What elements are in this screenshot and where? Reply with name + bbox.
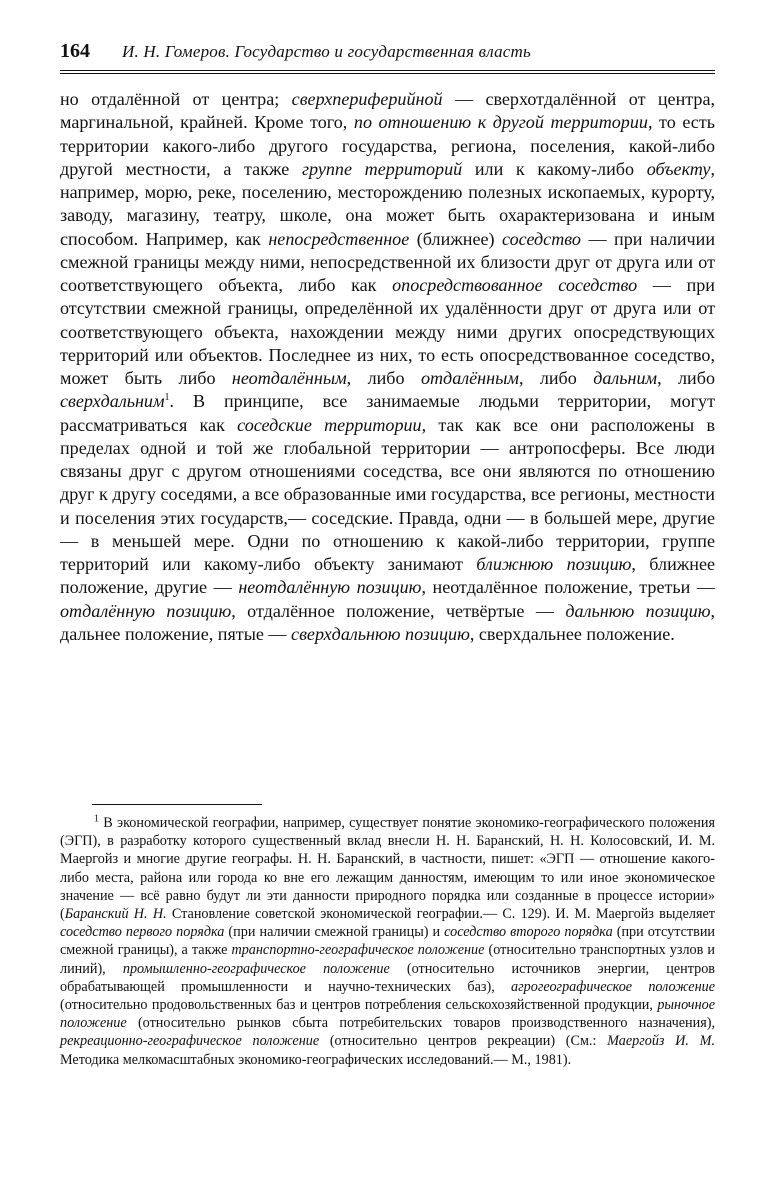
text-run: , то есть территории какого-либо другого государства, региона, поселения, какой-либо другой местности, а также — [60, 112, 715, 179]
main-text — [60, 88, 715, 646]
italic-term: Баранский Н. Н. — [64, 906, 167, 923]
italic-term: дальним — [593, 368, 658, 388]
running-title: И. Н. Гомеров. Государство и государственная власть — [122, 42, 531, 61]
italic-term: агрогеографическое положение — [511, 978, 715, 995]
italic-term: соседство — [502, 228, 581, 249]
text-run: , например, морю, реке, поселению, месторождению полезных ископаемых, курорту, заводу, магазину, театру, школе, она может быть охарактеризована и иным способом. Например, как — [60, 158, 715, 249]
text-run: , неотдалённое положение, третьи — — [421, 577, 715, 598]
italic-term: промышленно-географическое положение — [122, 960, 390, 977]
text-run: , дальнее положение, пятые — — [60, 600, 715, 644]
text-run: , отдалённое положение, четвёртые — — [231, 600, 566, 621]
italic-term: соседские территории — [237, 414, 422, 435]
italic-term: отдалённую позицию — [60, 600, 232, 621]
italic-term: по отношению к другой территории — [353, 112, 648, 133]
footnote-marker: 1 — [164, 392, 170, 404]
italic-term: соседство второго порядка — [444, 924, 613, 941]
text-run: (при наличии смежной границы) и — [224, 924, 445, 941]
italic-term: сверхпериферийной — [291, 89, 443, 109]
footnote-marker: 1 — [94, 813, 99, 825]
text-run: , либо — [657, 368, 715, 388]
italic-term: рекреационно-географическое положение — [60, 1033, 320, 1050]
page-number: 164 — [60, 40, 90, 62]
italic-term: сверхдальнюю позицию — [291, 623, 470, 644]
text-run: — при отсутствии смежной границы, определённой их удалённости друг от друга или от соответствующего объекта, нахождении между ними других опосредствующих территорий или объектов. Последнее из них, то есть опосредствованное соседство, может быть либо — [60, 275, 715, 388]
header-rule — [60, 70, 715, 74]
italic-term: непосредственное — [268, 228, 410, 249]
text-run: (относительно рынков сбыта потребительских товаров производственного назначения), — [126, 1015, 715, 1032]
footnote — [60, 814, 715, 1069]
text-run: (ближнее) — [409, 228, 503, 249]
text-run: (относительно продовольственных баз и центров потребления сельскохозяйственной продукции, — [60, 997, 658, 1014]
text-run: , ближнее положение, другие — — [60, 554, 716, 598]
text-run: , либо — [346, 368, 421, 388]
text-run: , так как все они расположены в пределах одной и той же глобальной территории — антропосферы. Все люди связаны друг с другом отношениями соседства, все они являются по отношению друг к другу соседями, а все образованные ими государства, все регионы, местности и поселения этих государств,— соседские. Правда, одни — в большей мере, другие — в меньшей мере. Одни по отношению к какой-либо территории, группе территорий или какому-либо объекту занимают — [60, 414, 715, 574]
italic-term: транспортно-географическое положение — [231, 942, 485, 959]
italic-term: группе территорий — [301, 158, 463, 179]
text-run: или к какому-либо — [462, 158, 647, 179]
text-run: В экономической географии, например, существует понятие экономико-географического положения (ЭГП), в разработку которого существенный вклад внесли Н. Н. Баранский, Н. Н. Колосовский, И. М. Маергойз и многие другие географы. Н. Н. Баранский, в частности, пишет: «ЭГП — отношение какого-либо места, района или города ко вне его лежащим данностям, имеющим то или иное экономическое значение — всё равно будут ли эти данности природного порядка или созданные в процессе истории» ( — [60, 815, 715, 923]
text-run: но отдалённой от центра; — [60, 89, 292, 109]
text-run: Становление советской экономической географии.— С. 129). И. М. Маергойз выделяет — [166, 906, 715, 923]
italic-term: ближнюю позицию — [476, 554, 632, 574]
text-run: , либо — [518, 368, 594, 388]
italic-term: дальнюю позицию — [565, 600, 711, 621]
italic-term: опосредствованное соседство — [392, 275, 638, 295]
text-run: Методика мелкомасштабных экономико-географических исследований.— М., 1981). — [60, 1051, 572, 1068]
italic-term: сверхдальним — [60, 391, 165, 412]
italic-term: рыночное положение — [60, 997, 715, 1032]
text-run: (относительно транспортных узлов и линий), — [60, 942, 715, 977]
text-run: (относительно источников энергии, центров обрабатывающей промышленности и научно-технических баз), — [60, 960, 715, 995]
text-run: . В принципе, все занимаемые людьми территории, могут рассматриваться как — [60, 391, 715, 435]
italic-term: Маергойз И. М. — [607, 1033, 715, 1050]
text-run: — при наличии смежной границы между ними, непосредственной их близости друг от друга или от соответствующего объекта, либо как — [60, 228, 715, 295]
text-run: , сверхдальнее положение. — [469, 623, 675, 644]
page-header — [60, 40, 715, 68]
italic-term: отдалённым — [420, 368, 519, 388]
footnote-rule — [92, 804, 262, 805]
italic-term: объекту — [646, 158, 711, 179]
italic-term: неотдалённую позицию — [238, 577, 422, 598]
italic-term: неотдалённым — [231, 368, 347, 388]
text-run: (относительно центров рекреации) (См.: — [319, 1033, 608, 1050]
italic-term: соседство первого порядка — [60, 924, 225, 941]
text-run: — сверхотдалённой от центра, маргинальной, крайней. Кроме того, — [60, 89, 715, 133]
text-run: (при отсутствии смежной границы), а также — [60, 924, 716, 959]
